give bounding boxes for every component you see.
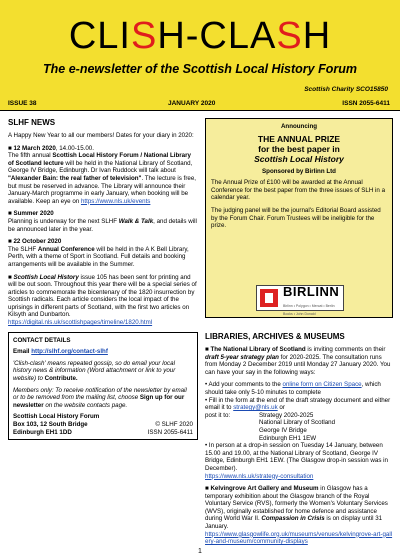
nls-text: for 2020-2025. The consultation runs from Monday 2 December 2019 until Monday 27 January 2020. You can have your say in the following ways: — [205, 353, 391, 376]
prize-body-2: The judging panel will be the journal's Editorial Board assisted by the Forum Chair. Forum Trustees will be ineligible for the prize. — [211, 206, 381, 230]
address-line-2 — [13, 421, 193, 429]
title-part-red: S — [130, 15, 158, 57]
address-line-1: Scottish Local History Forum — [13, 413, 100, 421]
citizen-space-link[interactable]: online form on Citizen Space — [282, 381, 362, 389]
contact-note-text: 'Clish-clash' means repeated gossip, so do email your local history news & information (Word attachment or link to your website) to — [13, 359, 176, 383]
address-line-3 — [13, 429, 193, 437]
prize-body-1: The Annual Prize of £100 will be awarded at the Annual Conference for the best paper from the three issues of SLH in a calendar year. — [211, 179, 386, 202]
summer-date: ■ Summer 2020 — [8, 210, 54, 218]
lecture-time: , 14.00-15.00. — [55, 144, 94, 152]
birlinn-logo-icon — [260, 289, 278, 307]
kelvingrove-text: in Glasgow has a temporary exhibition about the Glasgow branch of the Royal Voluntary Service (RVS), formerly the Women's Voluntary Services (WVS), originally established for home defence and assistance during World War II. — [205, 485, 388, 523]
walk-talk: Walk & Talk — [118, 217, 154, 225]
intro-text: A Happy New Year to all our members! Dates for your diary in 2020: — [8, 132, 194, 139]
post-line: Edinburgh EH1 1EW — [259, 434, 317, 442]
slhf-news-heading: SLHF NEWS — [8, 118, 56, 127]
contact-box — [8, 332, 198, 441]
title-part-red: S — [276, 15, 303, 57]
kelvingrove-text: is on display until 31 January. — [205, 515, 383, 531]
title-part: CLI — [68, 15, 131, 57]
october-text: The SLHF — [8, 245, 38, 253]
prize-box — [205, 118, 393, 318]
newsletter-title — [0, 16, 400, 56]
summer-item — [8, 210, 198, 233]
nls-bullet-2 — [205, 397, 393, 412]
left-column — [8, 118, 198, 440]
title-part: H-CLA — [157, 15, 277, 57]
compassion-title: Compassion in Crisis — [261, 515, 325, 523]
lam-heading: LIBRARIES, ARCHIVES & MUSEUMS — [205, 332, 345, 341]
kelvingrove-title: ■ Kelvingrove Art Gallery and Museum — [205, 485, 319, 493]
contribute-text: Contribute. — [44, 375, 78, 383]
right-column — [205, 118, 393, 551]
lecture-item — [8, 145, 198, 206]
contact-email-line — [13, 348, 193, 356]
sls-title: ■ Scottish Local History — [8, 273, 79, 281]
consultation-link[interactable]: https://www.nls.uk/strategy-consultation — [205, 472, 314, 480]
copyright: © SLHF 2020 — [155, 421, 193, 428]
kelvingrove-link[interactable]: https://www.glasgowlife.org.uk/museums/venues/kelvingrove-art-gallery-and-museum/community-displays — [205, 530, 393, 546]
sls-item — [8, 274, 198, 327]
bullet-text: • Fill in the form at the end of the draft strategy document and either email it to — [205, 396, 391, 412]
bullet-text: • Add your comments to the — [205, 381, 283, 389]
lecture-text: will be held in the National Library of Scotland, George IV Bridge, Edinburgh. Dr Ivan Ruddock will talk about — [8, 159, 193, 175]
title-part: H — [302, 15, 332, 57]
birlinn-logo-text: BIRLINN — [283, 284, 340, 299]
contact-email-link[interactable]: http://slhf.org/contact-slhf — [31, 348, 108, 356]
prize-sponsor: Sponsored by Birlinn Ltd — [262, 167, 336, 175]
address-street: Box 103, 12 South Bridge — [13, 421, 88, 428]
annual-conference: Annual Conference — [37, 245, 95, 253]
post-address — [205, 412, 393, 442]
post-line: National Library of Scotland — [259, 419, 336, 427]
address-city: Edinburgh EH1 1DD — [13, 428, 72, 436]
announcing-label: Announcing — [280, 123, 318, 130]
issn: ISSN 2055-6411 — [342, 100, 390, 107]
members-note-text: on the website contacts page. — [43, 401, 128, 409]
contact-heading: CONTACT DETAILS — [13, 336, 71, 344]
birlinn-logo — [256, 284, 344, 316]
birlinn-logo-tagline: Birlinn • Polygon • Mercat • Berlin Books • John Donald — [283, 304, 335, 316]
contact-note — [13, 360, 193, 383]
issue-date: JANUARY 2020 — [168, 100, 216, 107]
newsletter-subtitle: The e-newsletter of the Scottish Local History Forum — [43, 62, 357, 76]
october-item — [8, 238, 198, 268]
header-rule — [0, 110, 400, 111]
summer-text: , and details will be announced later in the year. — [8, 217, 197, 233]
nls-events-link[interactable]: https://www.nls.uk/events — [80, 197, 151, 205]
nls-item — [205, 346, 393, 376]
post-label: post it to: — [205, 411, 231, 419]
post-line: George IV Bridge — [259, 426, 307, 434]
masthead — [0, 0, 400, 110]
page-number: 1 — [198, 548, 202, 555]
issue-number: ISSUE 38 — [8, 100, 37, 107]
prize-title: THE ANNUAL PRIZE — [257, 133, 341, 144]
nls-bullet-3: • In person at a drop-in session on Tuesday 14 January, between 15.00 and 19.00, at the National Library of Scotland, George IV Bridge, Edinburgh EH1 1EW. (The Glasgow drop-in session was in December). — [205, 442, 388, 472]
issue-bar — [0, 99, 400, 110]
summer-text: Planning is underway for the next SLHF — [8, 217, 119, 225]
lecture-text: The fifth annual — [8, 152, 53, 160]
prize-subtitle: for the best paper in — [258, 143, 340, 154]
members-note — [13, 387, 193, 410]
kelvingrove-item — [205, 485, 393, 546]
strategy-email-link[interactable]: strategy@nls.uk — [233, 404, 278, 412]
october-date: ■ 22 October 2020 — [8, 238, 62, 246]
october-text: will be held in the A K Bell Library, Perth, with a theme of Sport in Scotland. Full details and booking arrangements will be available in the Summer. — [8, 245, 189, 268]
nls-bullet-1 — [205, 381, 393, 396]
lecture-talk: "Alexander Bain: the real father of television" — [8, 174, 142, 182]
contact-issn: ISSN 2055-6411 — [147, 428, 193, 436]
strategy-plan: draft 5-year strategy plan — [205, 353, 279, 361]
post-line: Strategy 2020-2025 — [259, 411, 314, 419]
bullet-text: or — [277, 404, 285, 412]
charity-number: Scottish Charity SCO15850 — [304, 86, 388, 93]
lecture-text: . The lecture is free, but must be reserved in advance. The Library will announce their January-March programme in early January, when booking will be available. Keep an eye on — [8, 174, 197, 205]
nls-text: is inviting comments on their — [305, 346, 386, 353]
bullet-text: , which should take only 5-10 minutes to complete — [205, 381, 381, 396]
members-note-text: Members only: To receive notification of the newsletter by email or to be removed from the mailing list, choose — [13, 386, 187, 402]
nls-title: ■ The National Library of Scotland — [205, 346, 306, 353]
timeline-link[interactable]: https://digital.nls.uk/scottishpages/timeline/1820.html — [8, 319, 153, 327]
lecture-title: Scottish Local History Forum / National Library of Scotland lecture — [8, 152, 191, 167]
email-label: Email — [13, 348, 32, 356]
prize-journal: Scottish Local History — [254, 153, 344, 164]
sls-text: issue 105 has been sent for printing and will be out soon. Throughout this year there will be a special series of articles to commemorate the bicentenary of the 1820 insurrection by Scottish radicals. Each article considers the local impact of the uprisings in different parts of Scotland, with the first two articles on Kilsyth and Dunbarton. — [8, 273, 197, 319]
signup-text: Sign up for our newsletter — [13, 394, 185, 409]
lecture-date: ■ 12 March 2020 — [8, 144, 56, 152]
